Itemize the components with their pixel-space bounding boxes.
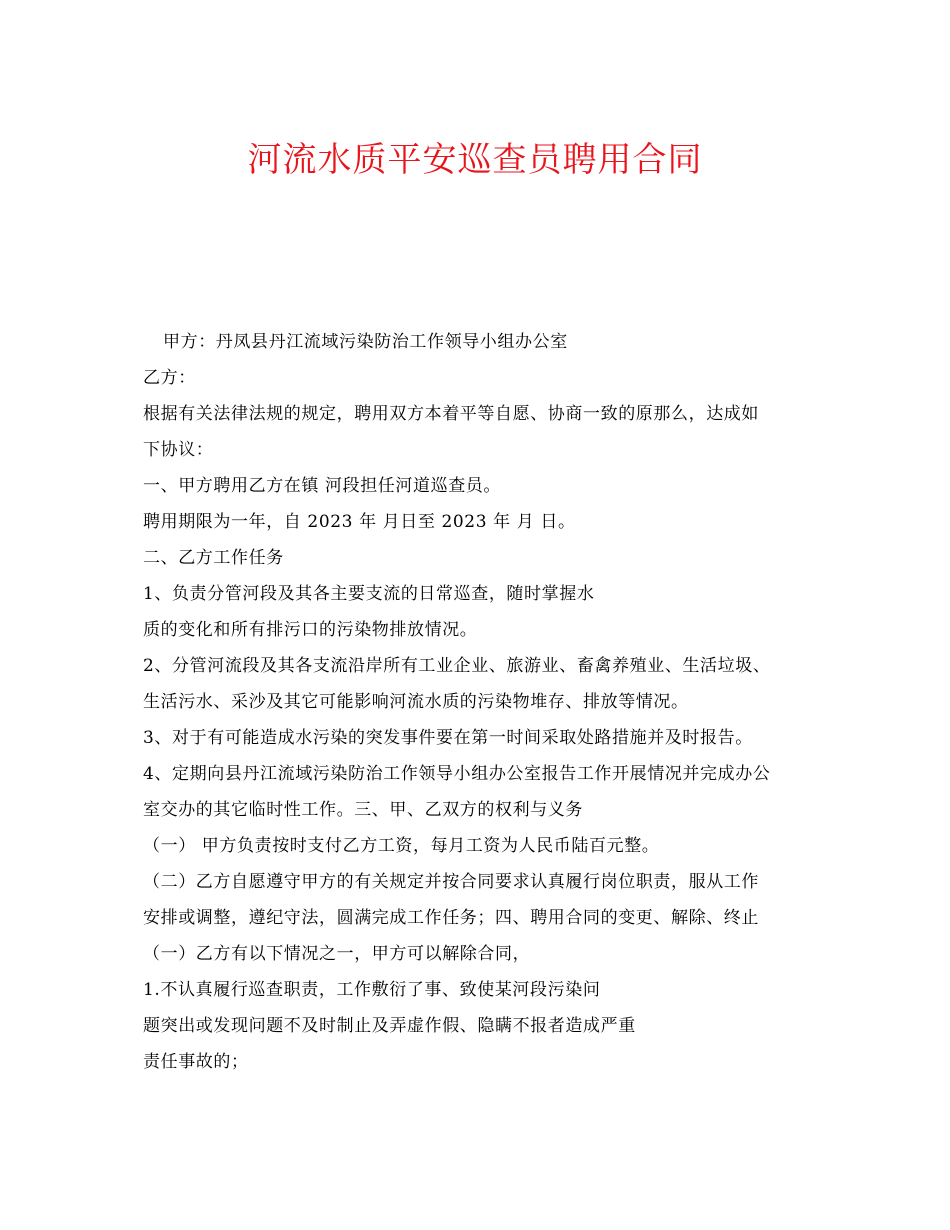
paragraph-line: 下协议： xyxy=(143,440,214,460)
paragraph-line: 生活污水、采沙及其它可能影响河流水质的污染物堆存、排放等情况。 xyxy=(143,692,689,712)
document-title: 河流水质平安巡查员聘用合同 xyxy=(247,140,703,180)
paragraph-line: 2、分管河流段及其各支流沿岸所有工业企业、旅游业、畜禽养殖业、生活垃圾、 xyxy=(143,656,771,676)
section-heading: 二、乙方工作任务 xyxy=(143,548,284,568)
party-a-line: 甲方：丹凤县丹江流域污染防治工作领导小组办公室 xyxy=(163,332,568,352)
paragraph-line: （二）乙方自愿遵守甲方的有关规定并按合同要求认真履行岗位职责，服从工作 xyxy=(143,872,759,892)
paragraph-line: 责任事故的； xyxy=(143,1052,249,1072)
paragraph-line: 题突出或发现问题不及时制止及弄虚作假、隐瞒不报者造成严重 xyxy=(143,1016,636,1036)
paragraph-line: 1.不认真履行巡查职责，工作敷衍了事、致使某河段污染问 xyxy=(143,980,601,1000)
paragraph-line: 聘用期限为一年，自 2023 年 月日至 2023 年 月 日。 xyxy=(143,512,576,532)
paragraph-line: 根据有关法律法规的规定，聘用双方本着平等自愿、协商一致的原那么，达成如 xyxy=(143,404,759,424)
paragraph-line: 安排或调整，遵纪守法，圆满完成工作任务；四、聘用合同的变更、解除、终止 xyxy=(143,908,759,928)
paragraph-line: 质的变化和所有排污口的污染物排放情况。 xyxy=(143,620,478,640)
paragraph-line: （一）乙方有以下情况之一，甲方可以解除合同， xyxy=(143,944,531,964)
paragraph-line: （一） 甲方负责按时支付乙方工资，每月工资为人民币陆百元整。 xyxy=(143,836,660,856)
document-body xyxy=(143,324,823,1080)
party-b-line: 乙方： xyxy=(143,368,196,388)
paragraph-line: 1、负责分管河段及其各主要支流的日常巡查，随时掌握水 xyxy=(143,584,595,604)
section-heading: 一、甲方聘用乙方在镇 河段担任河道巡查员。 xyxy=(143,476,502,496)
paragraph-line: 3、对于有可能造成水污染的突发事件要在第一时间采取处路措施并及时报告。 xyxy=(143,728,753,748)
paragraph-line: 室交办的其它临时性工作。三、甲、乙双方的权利与义务 xyxy=(143,800,583,820)
paragraph-line: 4、定期向县丹江流域污染防治工作领导小组办公室报告工作开展情况并完成办公 xyxy=(143,764,771,784)
